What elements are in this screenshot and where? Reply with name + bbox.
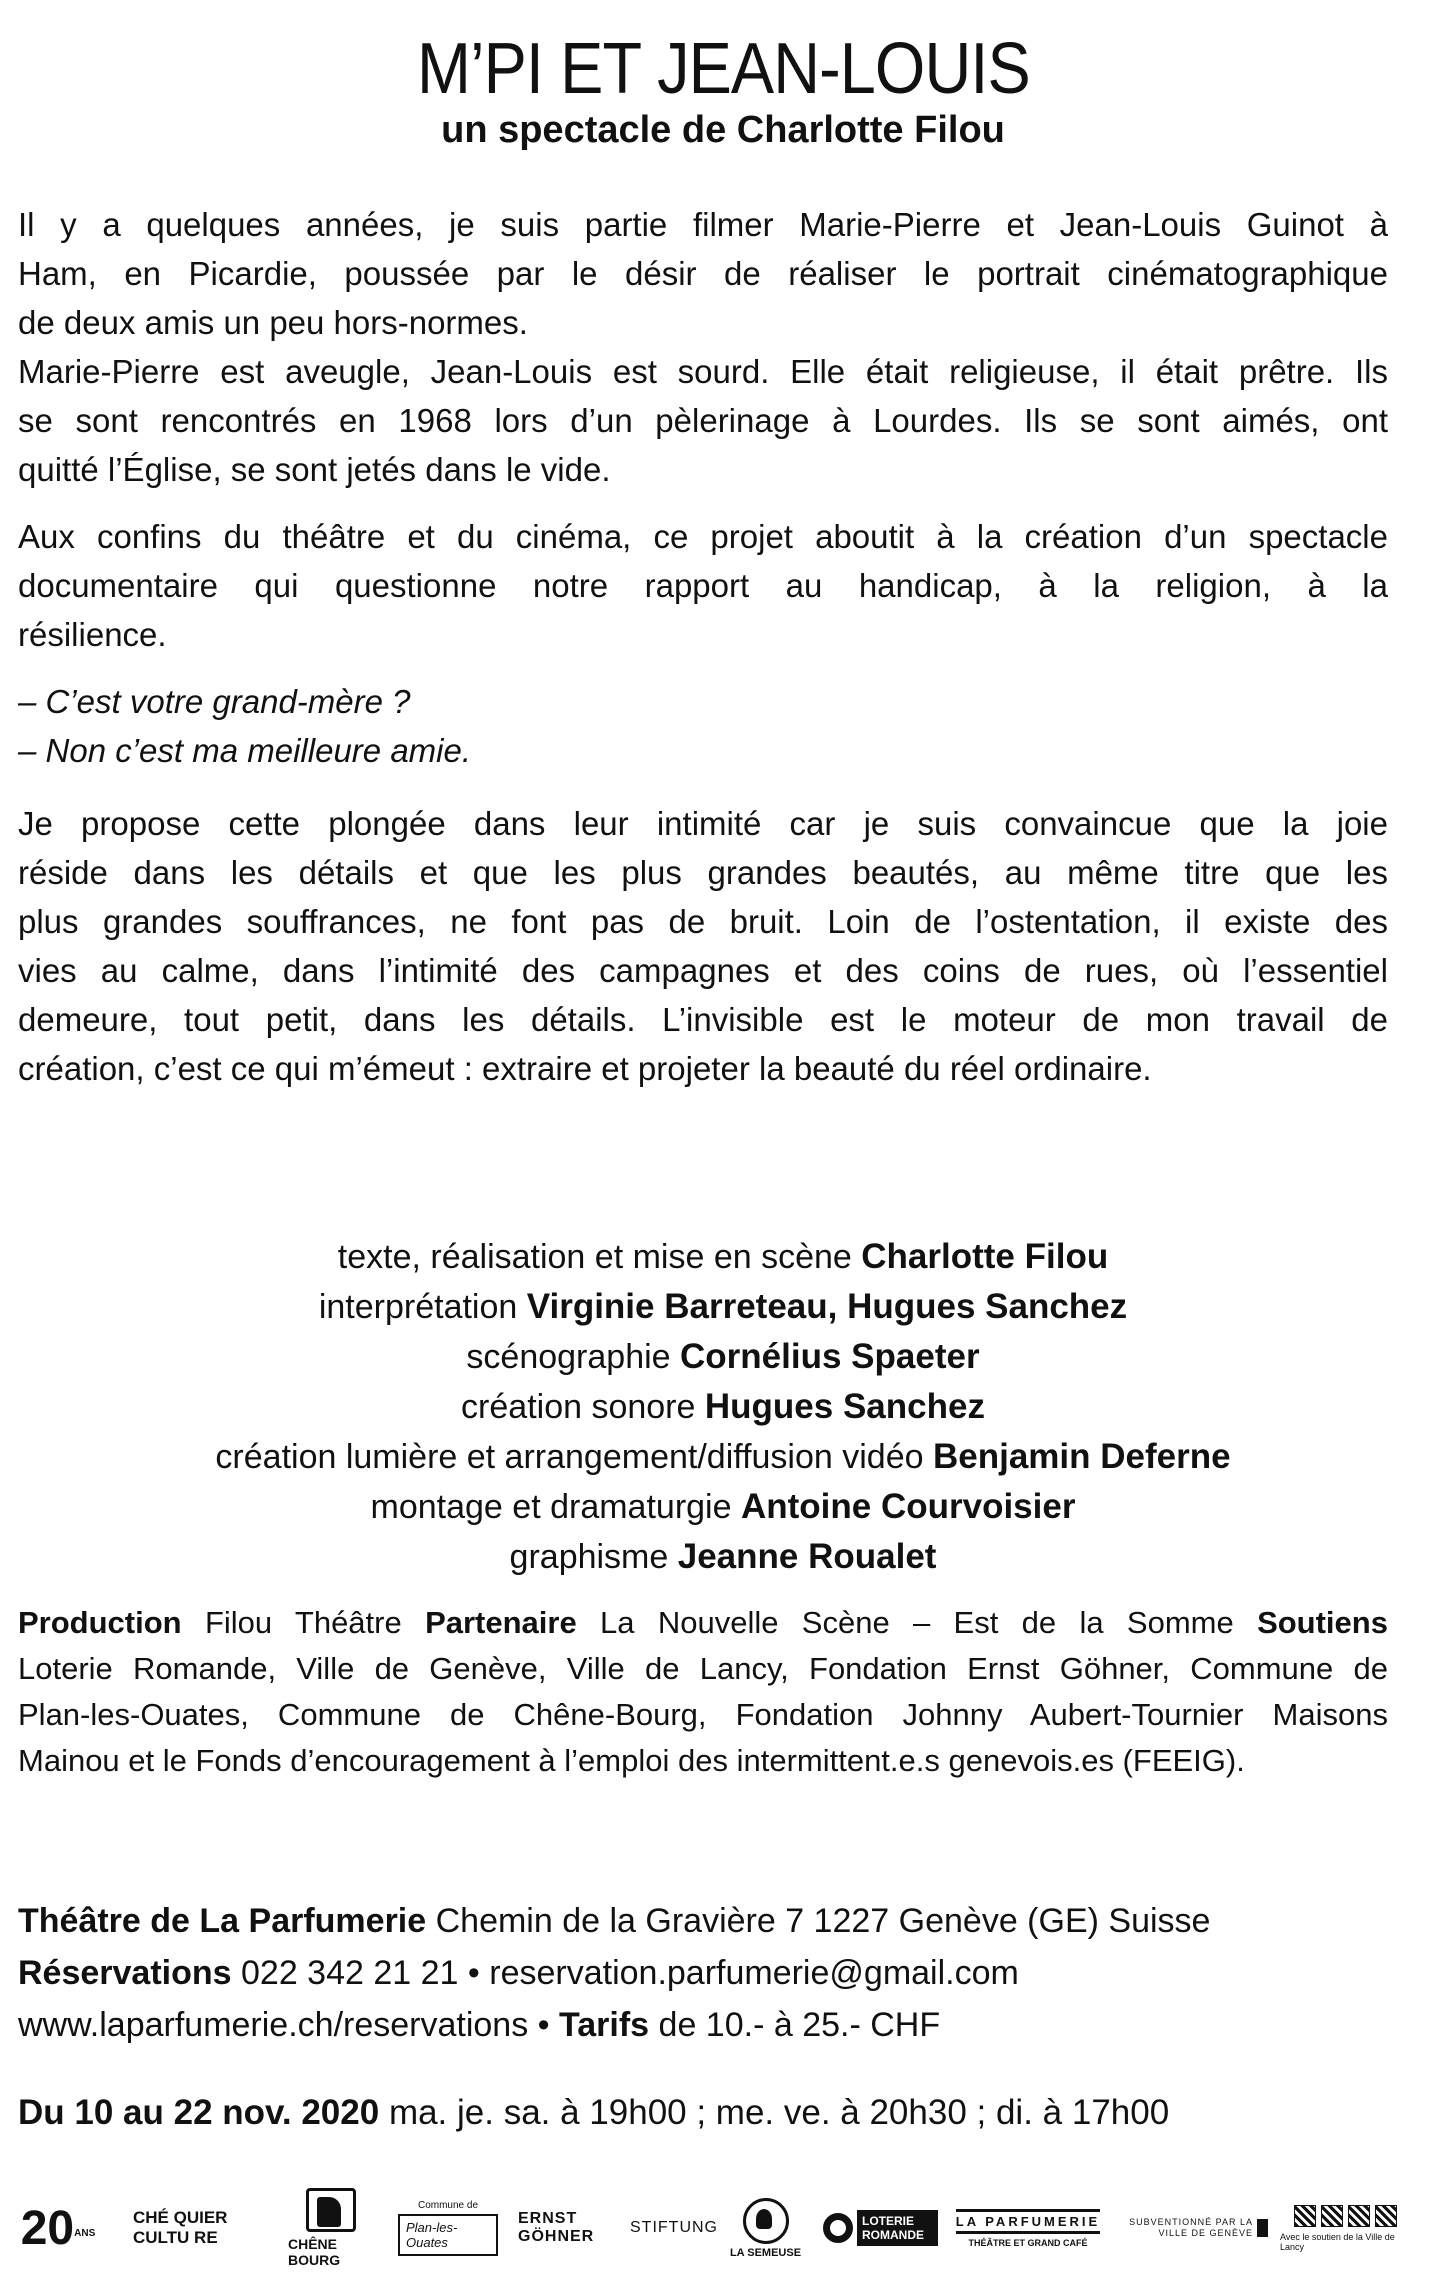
partner-value: La Nouvelle Scène – Est de la Somme: [600, 1605, 1234, 1640]
text-line: de deux amis un peu hors-normes.: [18, 304, 528, 341]
paragraph-intent: [18, 799, 1388, 1093]
plan-les-ouates-label: Plan-les-Ouates: [398, 2214, 498, 2256]
la-semeuse-icon: [743, 2198, 789, 2244]
production-info: [18, 1600, 1388, 1784]
production-label: Production: [18, 1605, 182, 1640]
paragraph-project: [18, 512, 1388, 659]
credit-line: [0, 1432, 1446, 1482]
reservation-line: [18, 1947, 1418, 1999]
loterie-romande-icon: [823, 2213, 853, 2243]
date-range: Du 10 au 22 nov. 2020: [18, 2093, 380, 2132]
credits: [0, 1232, 1446, 1582]
support-label: Soutiens: [1257, 1605, 1388, 1640]
venue-address: Chemin de la Gravière 7 1227 Genève (GE) Suisse: [435, 1902, 1211, 1940]
credit-role: création lumière et arrangement/diffusion vidéo: [215, 1438, 924, 1476]
chequier-culture-logo: [133, 2188, 273, 2268]
production-line: [18, 1600, 1388, 1646]
ernst-gohner-logo: [518, 2188, 718, 2268]
reservation-phone[interactable]: 022 342 21 21: [241, 1954, 459, 1992]
dialogue-line: – Non c’est ma meilleure amie.: [18, 732, 472, 769]
credit-line: [0, 1532, 1446, 1582]
credit-role: texte, réalisation et mise en scène: [337, 1238, 852, 1276]
ville-lancy-logo: [1280, 2188, 1410, 2268]
ville-geneve-label: SUBVENTIONNÉ PAR LA VILLE DE GENÈVE: [1129, 2217, 1254, 2238]
text-line: réside dans les détails et que les plus grandes beautés, au même titre que les: [18, 854, 1388, 891]
paragraph-intro: [18, 200, 1388, 494]
text-line: plus grandes souffrances, ne font pas de bruit. Loin de l’ostentation, il existe des: [18, 903, 1388, 940]
chequier-line: CULTU RE: [133, 2228, 218, 2247]
credit-line: [0, 1382, 1446, 1432]
tarifs-label: Tarifs: [559, 2006, 650, 2044]
loterie-romande-label: LOTERIE ROMANDE: [857, 2210, 938, 2246]
text-line: Ham, en Picardie, poussée par le désir de réaliser le portrait cinématographique: [18, 255, 1388, 292]
credit-role: interprétation: [318, 1288, 518, 1326]
credit-name: Antoine Courvoisier: [740, 1487, 1076, 1526]
credit-line: [0, 1282, 1446, 1332]
bullet-separator: •: [537, 2006, 550, 2044]
credit-name: Hugues Sanchez: [704, 1387, 985, 1426]
chene-bourg-label: CHÊNE BOURG: [288, 2236, 341, 2268]
text-line: Je propose cette plongée dans leur intimité car je suis convaincue que la joie: [18, 805, 1388, 842]
text-line: Aux confins du théâtre et du cinéma, ce projet aboutit à la création d’un spectacle: [18, 518, 1388, 555]
la-parfumerie-sub: THÉÂTRE ET GRAND CAFÉ: [968, 2237, 1088, 2248]
sponsor-logos: [18, 2188, 1418, 2268]
lancy-flags-icon: [1294, 2205, 1397, 2227]
text-line: demeure, tout petit, dans les détails. L’invisible est le moteur de mon travail de: [18, 1001, 1388, 1038]
chene-bourg-logo: [288, 2188, 373, 2268]
credit-line: [0, 1232, 1446, 1282]
venue-info: [18, 1895, 1418, 2051]
credit-role: scénographie: [466, 1338, 671, 1376]
anniversary-logo: [18, 2188, 98, 2268]
page-title: M’PI ET JEAN-LOUIS: [416, 29, 1030, 109]
tarifs-value: de 10.- à 25.- CHF: [658, 2006, 941, 2044]
anniversary-suffix: ANS: [74, 2227, 96, 2239]
dates-line: [18, 2088, 1418, 2138]
text-line: documentaire qui questionne notre rapport au handicap, à la religion, à la: [18, 567, 1388, 604]
text-line: Il y a quelques années, je suis partie filmer Marie-Pierre et Jean-Louis Guinot à: [18, 206, 1388, 243]
dialogue: [18, 677, 1388, 775]
credit-role: graphisme: [509, 1538, 669, 1576]
plan-les-ouates-logo: [398, 2188, 498, 2268]
la-parfumerie-logo: [953, 2188, 1103, 2268]
credit-name: Jeanne Roualet: [677, 1537, 937, 1576]
dialogue-line: – C’est votre grand-mère ?: [18, 683, 411, 720]
ville-geneve-logo: [1118, 2188, 1268, 2268]
support-line: Mainou et le Fonds d’encouragement à l’emploi des intermittent.e.s genevois.es (FEEIG).: [18, 1743, 1245, 1778]
production-value: Filou Théâtre: [204, 1605, 402, 1640]
page-subtitle: un spectacle de Charlotte Filou: [441, 109, 1005, 151]
text-line: se sont rencontrés en 1968 lors d’un pèlerinage à Lourdes. Ils se sont aimés, ont: [18, 402, 1388, 439]
credit-name: Cornélius Spaeter: [680, 1337, 980, 1376]
header: [0, 30, 1446, 152]
text-line: quitté l’Église, se sont jetés dans le vide.: [18, 451, 611, 488]
credit-line: [0, 1482, 1446, 1532]
reservations-label: Réservations: [18, 1954, 232, 1992]
schedule: ma. je. sa. à 19h00 ; me. ve. à 20h30 ; di. à 17h00: [388, 2093, 1170, 2132]
support-line: Loterie Romande, Ville de Genève, Ville de Lancy, Fondation Ernst Göhner, Commune de: [18, 1651, 1388, 1686]
support-line: Plan-les-Ouates, Commune de Chêne-Bourg, Fondation Johnny Aubert-Tournier Maisons: [18, 1697, 1388, 1732]
bullet-separator: •: [467, 1954, 480, 1992]
credit-name: Virginie Barreteau, Hugues Sanchez: [526, 1287, 1128, 1326]
text-line: Marie-Pierre est aveugle, Jean-Louis est sourd. Elle était religieuse, il était prêtre. Ils: [18, 353, 1388, 390]
plan-les-ouates-sub: Commune de: [417, 2200, 479, 2211]
text-line: résilience.: [18, 616, 167, 653]
lancy-caption: Avec le soutien de la Ville de Lancy: [1280, 2231, 1395, 2252]
credit-name: Benjamin Deferne: [932, 1437, 1231, 1476]
ernst-gohner-rest: STIFTUNG: [630, 2219, 718, 2236]
credit-role: création sonore: [461, 1388, 696, 1426]
partner-label: Partenaire: [425, 1605, 577, 1640]
chequier-line: CHÉ QUIER: [133, 2208, 228, 2227]
anniversary-number: 20: [20, 2201, 75, 2255]
main-text: [18, 200, 1388, 1111]
chene-bourg-icon: [306, 2188, 356, 2232]
la-semeuse-label: LA SEMEUSE: [729, 2246, 802, 2259]
loterie-romande-logo: [823, 2188, 938, 2268]
reservation-website-link[interactable]: www.laparfumerie.ch/reservations: [18, 2006, 529, 2044]
reservation-email[interactable]: reservation.parfumerie@gmail.com: [489, 1954, 1019, 1992]
la-semeuse-logo: [728, 2188, 803, 2268]
credit-name: Charlotte Filou: [861, 1237, 1109, 1276]
credit-role: montage et dramaturgie: [370, 1488, 732, 1526]
credit-line: [0, 1332, 1446, 1382]
theatre-name: Théâtre de La Parfumerie: [18, 1902, 427, 1940]
text-line: vies au calme, dans l’intimité des campagnes et des coins de rues, où l’essentiel: [18, 952, 1388, 989]
text-line: création, c’est ce qui m’émeut : extraire et projeter la beauté du réel ordinaire.: [18, 1050, 1152, 1087]
la-parfumerie-label: LA PARFUMERIE: [956, 2209, 1100, 2234]
website-line: [18, 1999, 1418, 2051]
venue-line: [18, 1895, 1418, 1947]
ville-geneve-icon: [1257, 2219, 1268, 2237]
ernst-gohner-bold: ERNST GÖHNER: [518, 2210, 595, 2245]
